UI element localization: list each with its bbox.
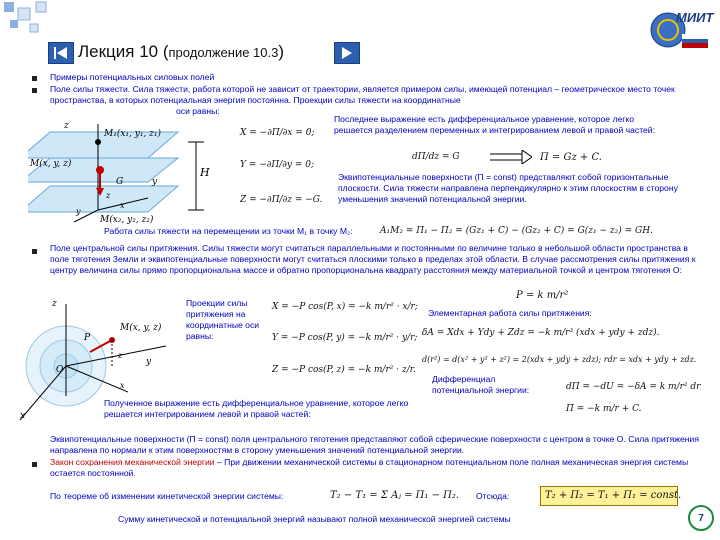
central-dA-formula: δA = Xdx + Ydy + Zdz = −k m/r³ (xdx + ydy + zdz).	[422, 328, 660, 338]
bullet-central-force: Поле центральной силы притяжения. Силы тяжести могут считаться параллельными и постоянными по величине только в небольшой области пространства в поле тяготения Земли и эквипотенциальные поверхности могут считаться плоскими только в пределах этой области. В случае рассмотрения силы притяжения к центру величина силы прямо пропорциональна массе и обратно пропорциональна квадрату расстояния между материальной точкой и центром тяготения О:	[50, 243, 696, 275]
logo	[648, 6, 714, 52]
next-slide-button[interactable]	[334, 42, 360, 64]
axis-label-y: y	[146, 357, 152, 367]
gravity-proj-z: Z = −∂П/∂z = −G.	[240, 195, 323, 205]
central-proj-y: Y = −P cos(P, y) = −k m/r² · y/r;	[272, 333, 418, 343]
central-proj-z: Z = −P cos(P, z) = −k m/r² · z/r.	[272, 365, 416, 375]
final-statement: Сумму кинетической и потенциальной энергий называют полной механической энергией системы	[118, 514, 511, 524]
logo-text: МИИТ	[676, 10, 714, 25]
force-label-g: G	[116, 177, 124, 187]
central-P-solution: П = −k m/r + C.	[566, 404, 642, 414]
force-label-p: P	[84, 333, 91, 343]
bullet-marker	[32, 88, 37, 93]
axis-label-x: x	[120, 201, 125, 210]
central-force-formula: P = k m/r²	[516, 290, 569, 301]
axis-label-x: x	[120, 381, 125, 390]
arrow-right-icon	[488, 150, 532, 164]
point-label-m: M(x, y, z)	[30, 159, 72, 169]
bullet-potential-fields: Примеры потенциальных силовых полей	[50, 72, 215, 82]
origin-label-o: O	[56, 365, 64, 375]
central-dr2-formula: d(r²) = d(x² + y² + z²) = 2(xdx + ydy + zdz); rdr = xdx + ydy + zdz.	[422, 355, 697, 364]
skip-back-icon	[53, 46, 69, 60]
energy-result-box	[540, 486, 682, 506]
point-label-m2: M(x₂, y₂, z₂)	[100, 215, 154, 225]
gravity-proj-x: X = −∂П/∂x = 0;	[240, 128, 315, 138]
prev-slide-button[interactable]	[48, 42, 74, 64]
bullet-marker	[32, 76, 37, 81]
conservation-law-title: Закон сохранения механической энергии	[50, 457, 215, 467]
point-label-m1: M₁(x₁, y₁, z₁)	[104, 129, 162, 139]
bullet-conservation-law	[50, 457, 700, 479]
central-proj-label: Проекции силы притяжения на координатные оси равны:	[186, 298, 260, 341]
gravity-diagram	[28, 118, 238, 226]
gravity-diff-eq: dП/dz = G	[412, 152, 460, 162]
axis-label-x2: x	[20, 411, 26, 421]
bullet-gravity-tail: оси равны:	[176, 106, 220, 116]
theorem-label: По теореме об изменении кинетической энергии системы:	[50, 491, 284, 501]
gravity-proj-y: Y = −∂П/∂y = 0;	[240, 160, 315, 170]
theorem-formula: T₂ − T₁ = Σ Aⱼ = П₁ − П₂.	[330, 490, 460, 501]
axis-label-z2: z	[106, 191, 111, 200]
gravity-work-label: Работа силы тяжести на перемещении из точки M₁ в точку M₂:	[104, 226, 353, 236]
axis-label-y2: y	[76, 207, 81, 216]
gravity-solution: П = Gz + C.	[540, 152, 602, 163]
axis-label-y: y	[152, 177, 158, 187]
gravity-work-formula: A₁M₂ = П₁ − П₂ = (Gz₁ + C) − (Gz₂ + C) = G(z₁ − z₂) = GH.	[380, 226, 653, 236]
bullet-marker	[32, 249, 37, 254]
gravity-note-diff: Последнее выражение есть дифференциальное уравнение, которое легко решается разделением переменных и интегрированием левой и правой частей:	[334, 114, 655, 135]
central-dP-formula: dП = −dU = −δA = k m/r² dr	[566, 382, 701, 392]
play-icon	[339, 46, 355, 60]
point-label-mxyz: M(x, y, z)	[120, 323, 162, 333]
central-diff-label: Дифференциал потенциальной энергии:	[432, 374, 530, 395]
gravity-equipotential-note: Эквипотенциальные поверхности (П = const) представляют собой горизонтальные плоскости. Сила тяжести направлена перпендикулярно к этим плоскостям в сторону уменьшения значений потенциальной энергии.	[338, 172, 678, 204]
axis-label-z2: z	[118, 351, 123, 360]
central-diff-note: Полученное выражение есть дифференциальное уравнение, которое легко решается интегрированием левой и правой частей:	[104, 398, 409, 419]
page-number: 7	[688, 505, 714, 531]
axis-label-z: z	[52, 299, 57, 309]
page-title: Лекция 10 (продолжение 10.3)	[78, 42, 285, 61]
bullet-marker	[32, 462, 37, 467]
central-elem-work-label: Элементарная работа силы притяжения:	[428, 308, 592, 318]
axis-label-z: z	[64, 121, 69, 131]
bullet-gravity-field: Поле силы тяжести. Сила тяжести, работа которой не зависит от траектории, является примером силы, имеющей потенциал – геометрическое место точек пространства, в которых потенциальная энергия постоянна. Проекции силы тяжести на координатные	[50, 84, 675, 105]
conservation-law-text: – При движении механической системы в стационарном потенциальном поле полная механическая энергия системы остается постоянной.	[50, 457, 689, 478]
hence-label: Отсюда:	[476, 491, 510, 501]
central-proj-x: X = −P cos(P, x) = −k m/r² · x/r;	[272, 302, 418, 312]
central-equipotential-note: Эквипотенциальные поверхности (П = const) поля центрального тяготения представляют собой сферические поверхности с центром в точке О. Сила притяжения направлена по нормали к этим поверхностям в сторону уменьшения значений потенциальной энергии.	[50, 434, 699, 455]
energy-result-formula: T₂ + П₂ = T₁ + П₁ = const.	[545, 490, 682, 501]
height-label-h: H	[200, 166, 210, 179]
